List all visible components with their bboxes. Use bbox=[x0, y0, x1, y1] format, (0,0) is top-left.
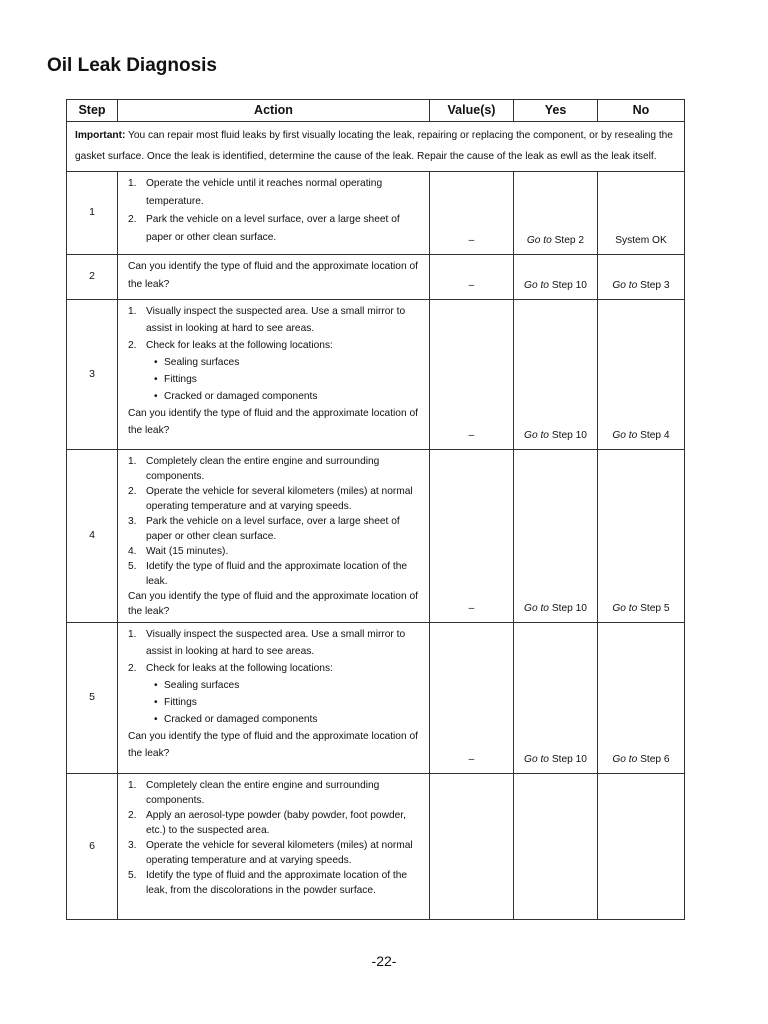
action-item: 2. Park the vehicle on a level surface, over a large sheet of paper or other clean surface. bbox=[128, 214, 400, 243]
no-cell: Go to Step 3 bbox=[598, 255, 685, 300]
important-text: You can repair most fluid leaks by first visually locating the leak, repairing or replacing the component, or by resealing the gasket surface. Once the leak is identified, determine the cause of the leak. Repair the cause of the leak as ewll as the leak itself. bbox=[75, 130, 673, 162]
yes-cell: Go to Step 10 bbox=[514, 450, 598, 623]
location-item: • Sealing surfaces bbox=[154, 677, 423, 694]
important-note-row bbox=[67, 122, 685, 172]
action-question: Can you identify the type of fluid and the approximate location of the leak? bbox=[128, 261, 418, 290]
yes-cell: Go to Step 10 bbox=[514, 623, 598, 774]
location-item: • Cracked or damaged components bbox=[154, 388, 423, 405]
location-item: • Fittings bbox=[154, 371, 423, 388]
value-cell: – bbox=[430, 623, 514, 774]
yes-cell: Go to Step 10 bbox=[514, 255, 598, 300]
header-action: Action bbox=[118, 100, 430, 122]
table-row bbox=[67, 774, 685, 920]
step-number: 5 bbox=[67, 623, 118, 774]
action-item: 5. Idetify the type of fluid and the approximate location of the leak. bbox=[128, 561, 408, 587]
action-cell bbox=[118, 774, 430, 920]
action-question: Can you identify the type of fluid and the approximate location of the leak? bbox=[128, 408, 418, 436]
yes-cell bbox=[514, 774, 598, 920]
step-number: 2 bbox=[67, 255, 118, 300]
action-item: 5. Idetify the type of fluid and the approximate location of the leak, from the discolorations in the powder surface. bbox=[128, 870, 408, 896]
table-row bbox=[67, 450, 685, 623]
action-item: 4. Wait (15 minutes). bbox=[128, 546, 229, 557]
yes-cell: Go to Step 10 bbox=[514, 300, 598, 450]
header-no: No bbox=[598, 100, 685, 122]
action-cell bbox=[118, 172, 430, 255]
page-title: Oil Leak Diagnosis bbox=[47, 55, 217, 76]
action-item: 3. Park the vehicle on a level surface, over a large sheet of paper or other clean surface. bbox=[128, 516, 400, 542]
no-cell: System OK bbox=[598, 172, 685, 255]
action-item: 2. Apply an aerosol-type powder (baby powder, foot powder, etc.) to the suspected area. bbox=[128, 810, 406, 836]
value-cell: – bbox=[430, 300, 514, 450]
important-note bbox=[67, 122, 685, 172]
step-number: 6 bbox=[67, 774, 118, 920]
action-item: 1. Visually inspect the suspected area. Use a small mirror to assist in looking at hard to see areas. bbox=[128, 306, 406, 334]
action-item: 3. Operate the vehicle for several kilometers (miles) at normal operating temperature and at varying speeds. bbox=[128, 840, 413, 866]
table-row bbox=[67, 172, 685, 255]
action-cell bbox=[118, 255, 430, 300]
no-cell: Go to Step 6 bbox=[598, 623, 685, 774]
header-step: Step bbox=[67, 100, 118, 122]
location-item: • Sealing surfaces bbox=[154, 354, 423, 371]
no-cell: Go to Step 4 bbox=[598, 300, 685, 450]
important-label: Important: bbox=[75, 130, 126, 141]
step-number: 4 bbox=[67, 450, 118, 623]
table-row bbox=[67, 623, 685, 774]
header-values: Value(s) bbox=[430, 100, 514, 122]
yes-cell: Go to Step 2 bbox=[514, 172, 598, 255]
header-yes: Yes bbox=[514, 100, 598, 122]
action-cell bbox=[118, 450, 430, 623]
action-item: 2. Operate the vehicle for several kilometers (miles) at normal operating temperature and at varying speeds. bbox=[128, 486, 413, 512]
action-item: 2. Check for leaks at the following locations: bbox=[128, 663, 333, 674]
page-number: -22- bbox=[371, 953, 397, 969]
step-number: 3 bbox=[67, 300, 118, 450]
value-cell: – bbox=[430, 172, 514, 255]
diagnosis-table bbox=[66, 99, 685, 920]
no-cell: Go to Step 5 bbox=[598, 450, 685, 623]
action-question: Can you identify the type of fluid and the approximate location of the leak? bbox=[128, 731, 418, 759]
location-item: • Fittings bbox=[154, 694, 423, 711]
action-item: 1. Completely clean the entire engine and surrounding components. bbox=[128, 780, 380, 806]
location-item: • Cracked or damaged components bbox=[154, 711, 423, 728]
step-number: 1 bbox=[67, 172, 118, 255]
action-question: Can you identify the type of fluid and the approximate location of the leak? bbox=[128, 591, 418, 617]
action-item: 1. Operate the vehicle until it reaches normal operating temperature. bbox=[128, 178, 383, 207]
table-row bbox=[67, 300, 685, 450]
action-cell bbox=[118, 300, 430, 450]
action-cell bbox=[118, 623, 430, 774]
action-item: 1. Completely clean the entire engine and surrounding components. bbox=[128, 456, 380, 482]
action-item: 2. Check for leaks at the following locations: bbox=[128, 340, 333, 351]
value-cell bbox=[430, 774, 514, 920]
value-cell: – bbox=[430, 450, 514, 623]
value-cell: – bbox=[430, 255, 514, 300]
no-cell bbox=[598, 774, 685, 920]
table-header-row bbox=[67, 100, 685, 122]
table-row bbox=[67, 255, 685, 300]
action-item: 1. Visually inspect the suspected area. Use a small mirror to assist in looking at hard to see areas. bbox=[128, 629, 406, 657]
